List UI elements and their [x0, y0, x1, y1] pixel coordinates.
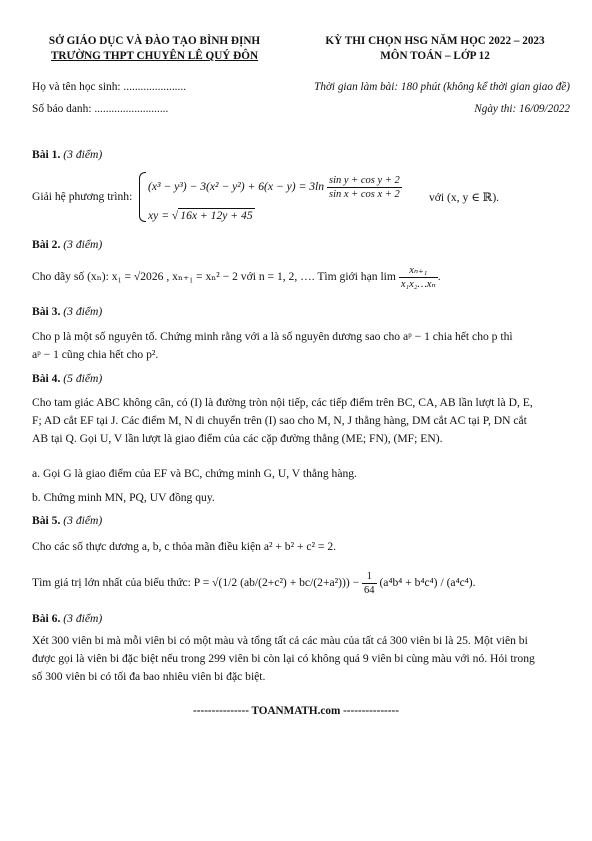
coefficient-denominator: 64: [364, 585, 375, 596]
department-name: SỞ GIÁO DỤC VÀ ĐÀO TẠO BÌNH ĐỊNH: [48, 35, 261, 47]
equation-2-radicand: 16x + 12y + 45: [180, 209, 253, 222]
limit-denominator: x₁x₂…xₙ: [400, 279, 436, 290]
limit-fraction: [399, 264, 438, 291]
exam-duration: Thời gian làm bài: 180 phút (không kể thời gian giao đề): [314, 81, 570, 93]
problem-5-expression-a: Tìm giá trị lớn nhất của biểu thức: P = √(1/2 (ab/(2+c²) + bc/(2+a²))) −: [32, 576, 363, 590]
problem-4-line-3: AB tại Q. Gọi U, V lần lượt là giao điểm của các cặp đường thẳng (ME; FN), (MF; EN).: [32, 432, 443, 445]
school-block: [22, 34, 287, 64]
problem-4-part-a: a. Gọi G là giao điểm của EF và BC, chứng minh G, U, V thẳng hàng.: [32, 467, 357, 480]
problem-6-line-2: được gọi là viên bi đặc biệt nếu trong 299 viên bi còn lại có không quá 9 viên bi cùng màu với nó. Hỏi trong: [32, 652, 535, 665]
coefficient-numerator: 1: [362, 570, 377, 584]
problem-3-body: [32, 328, 562, 364]
equation-1: [148, 174, 402, 201]
problem-3-line-2: aᵖ − 1 cũng chia hết cho p².: [32, 348, 159, 361]
problem-4-heading: [32, 372, 562, 385]
problem-2-end: .: [437, 270, 441, 284]
problem-5-heading: [32, 514, 562, 527]
problem-5-points: (3 điểm): [63, 514, 103, 527]
problem-2-text: Cho dãy số (xₙ): x₁ = √2026 , xₙ₊₁ = xₙ² − 2 với n = 1, 2, …. Tìm giới hạn lim: [32, 270, 396, 284]
equation-1-numerator: sin y + cos y + 2: [328, 175, 400, 186]
problem-4-title: Bài 4.: [32, 372, 61, 385]
school-name: TRƯỜNG THPT CHUYÊN LÊ QUÝ ĐÔN: [50, 50, 259, 62]
problem-5-coefficient: [362, 570, 377, 597]
problem-4-part-b: b. Chứng minh MN, PQ, UV đồng quy.: [32, 491, 215, 504]
problem-1-points: (3 điểm): [63, 148, 103, 161]
problem-4-line-1: Cho tam giác ABC không cân, có (I) là đường tròn nội tiếp, các tiếp điểm trên BC, CA, AB lần lượt là D, E,: [32, 396, 533, 409]
problem-5-condition: Cho các số thực dương a, b, c thỏa mãn điều kiện a² + b² + c² = 2.: [32, 540, 337, 553]
problem-2-title: Bài 2.: [32, 238, 61, 251]
exam-title-block: [297, 34, 573, 64]
problem-6-body: [32, 632, 562, 686]
exam-title: KỲ THI CHỌN HSG NĂM HỌC 2022 – 2023: [325, 35, 545, 47]
problem-5-expression: [32, 570, 562, 597]
problem-3-title: Bài 3.: [32, 305, 61, 318]
subject-title: MÔN TOÁN – LỚP 12: [380, 50, 490, 62]
system-brace: [139, 172, 146, 222]
problem-6-title: Bài 6.: [32, 612, 61, 625]
student-name-field: Họ và tên học sinh: ......................: [32, 81, 187, 93]
equation-1-left: (x³ − y³) − 3(x² − y²) + 6(x − y) = 3ln: [148, 180, 325, 194]
exam-date: Ngày thi: 16/09/2022: [474, 103, 570, 115]
limit-numerator: xₙ₊₁: [399, 264, 438, 278]
problem-4-body: [32, 394, 562, 448]
problem-5-expression-b: (a⁴b⁴ + b⁴c⁴) / (a⁴c⁴).: [379, 576, 476, 590]
problem-3-heading: [32, 305, 562, 318]
problem-6-points: (3 điểm): [63, 612, 103, 625]
candidate-number-field: Số báo danh: ..........................: [32, 103, 169, 115]
problem-1-intro: Giải hệ phương trình:: [32, 190, 133, 203]
problem-1-heading: [32, 148, 562, 161]
problem-1-title: Bài 1.: [32, 148, 61, 161]
problem-6-line-1: Xét 300 viên bi mà mỗi viên bi có một màu và tổng tất cả các màu của tất cả 300 viên bi là 25. Một viên bi: [32, 634, 528, 647]
equation-1-fraction: [327, 174, 402, 201]
problem-6-heading: [32, 612, 562, 625]
problem-5-title: Bài 5.: [32, 514, 61, 527]
footer-brand: --------------- TOANMATH.com ---------------: [193, 705, 399, 717]
problem-2-points: (3 điểm): [63, 238, 103, 251]
problem-3-line-1: Cho p là một số nguyên tố. Chứng minh rằng với a là số nguyên dương sao cho aᵖ − 1 chia hết cho p thì: [32, 330, 513, 343]
equation-2: xy = √ 16x + 12y + 45: [148, 209, 253, 222]
problem-6-line-3: số 300 viên bi có tối đa bao nhiêu viên bi đặc biệt.: [32, 670, 266, 683]
problem-2-heading: [32, 238, 562, 251]
problem-3-points: (3 điểm): [63, 305, 103, 318]
problem-4-points: (5 điểm): [63, 372, 103, 385]
problem-2-body: [32, 264, 562, 291]
problem-1-body: [32, 172, 562, 228]
equation-2-left: xy =: [148, 209, 172, 222]
problem-1-condition: với (x, y ∈ ℝ).: [429, 191, 500, 204]
equation-1-denominator: sin x + cos x + 2: [328, 189, 400, 200]
exam-header: [22, 34, 570, 70]
problem-4-line-2: F; AD cắt EF tại J. Các điểm M, N di chuyển trên (I) sao cho M, N, J thẳng hàng, DM cắt AC tại P, DN cắt: [32, 414, 527, 427]
